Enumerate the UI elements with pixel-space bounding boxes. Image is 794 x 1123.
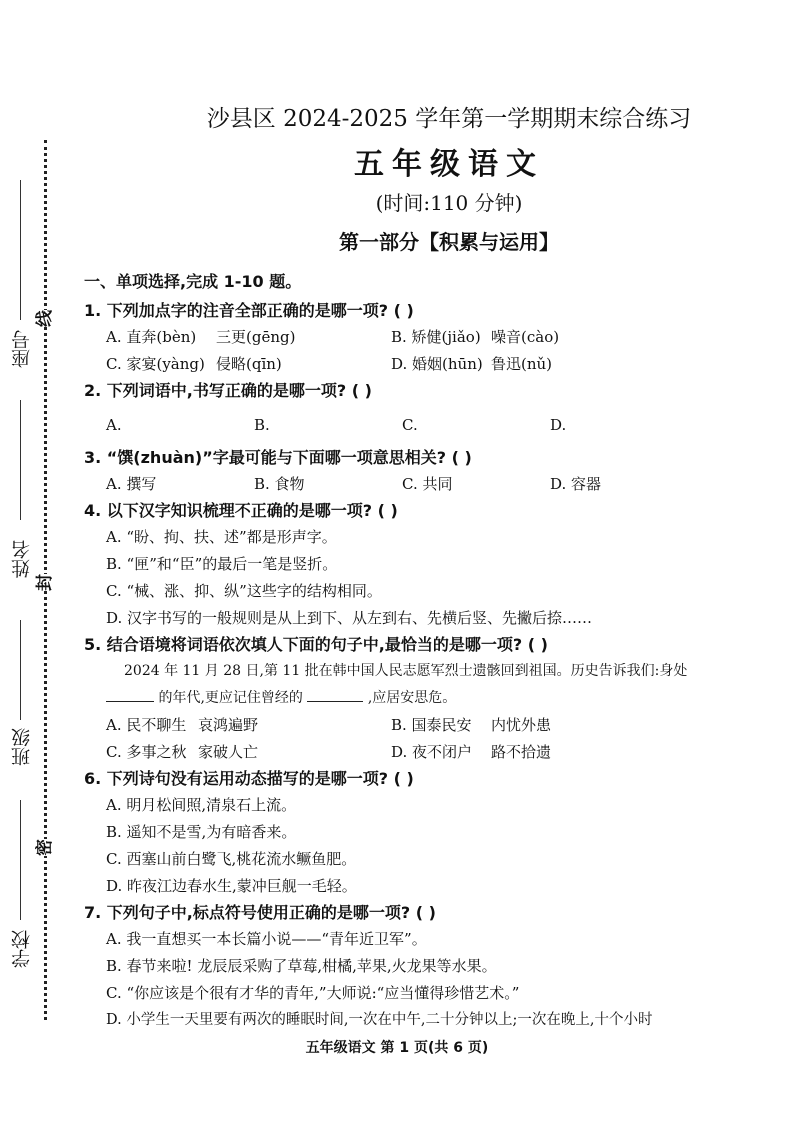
- option-row: [106, 712, 774, 739]
- question-6: [84, 766, 774, 900]
- exam-title: 沙县区 2024-2025 学年第一学期期末综合练习: [206, 106, 692, 132]
- question-stem: 1. 下列加点字的注音全部正确的是哪一项? ( ): [84, 301, 414, 320]
- option-a: A. 撰写: [106, 475, 157, 493]
- option-a-word1: A. 民不聊生: [106, 716, 187, 734]
- option-c: C.: [402, 416, 418, 434]
- seat-number-label: 座号: [11, 330, 33, 368]
- option-c: C. 西塞山前白鹭飞,桃花流水鳜鱼肥。: [106, 850, 357, 868]
- class-label: 班级: [11, 728, 33, 766]
- question-5: [84, 632, 774, 766]
- option-c-word1: C. 家宴(yàng): [106, 355, 205, 373]
- name-line: [20, 400, 21, 520]
- binding-margin: [0, 0, 75, 1123]
- passage-text: 的年代,更应记住曾经的: [158, 690, 303, 706]
- option-b-word2: 噪音(cào): [491, 328, 560, 346]
- question-stem: 6. 下列诗句没有运用动态描写的是哪一项? ( ): [84, 769, 414, 788]
- name-label: 姓名: [11, 540, 33, 578]
- section-heading: 一、单项选择,完成 1-10 题。: [84, 272, 302, 291]
- option-b: B. “匣”和“臣”的最后一笔是竖折。: [106, 555, 338, 573]
- option-a-word2: 哀鸿遍野: [198, 716, 259, 734]
- seal-mark-mi: 密: [30, 839, 55, 856]
- option-b: B. 食物: [254, 475, 305, 493]
- question-4: [84, 498, 774, 632]
- option-d-word2: 路不拾遗: [491, 743, 552, 761]
- question-stem: 7. 下列句子中,标点符号使用正确的是哪一项? ( ): [84, 903, 436, 922]
- option-row: [106, 471, 774, 498]
- option-d-word1: D. 婚姻(hūn): [391, 355, 483, 373]
- option-row: [106, 412, 774, 439]
- exam-page-content: [84, 100, 774, 1034]
- school-line: [20, 800, 21, 920]
- option-c-word2: 家破人亡: [198, 743, 259, 761]
- question-2: [84, 378, 774, 439]
- option-c: C. 共同: [402, 475, 453, 493]
- school-label: 学校: [11, 930, 33, 968]
- option-d-word2: 鲁迅(nǔ): [491, 355, 553, 373]
- seat-number-line: [20, 180, 21, 320]
- question-stem: 2. 下列词语中,书写正确的是哪一项? ( ): [84, 381, 372, 400]
- option-b-word1: B. 国泰民安: [391, 716, 472, 734]
- question-passage: 2024 年 11 月 28 日,第 11 批在韩中国人民志愿军烈士遗骸回到祖国。历史告诉我们:身处: [124, 663, 688, 679]
- option-c: C. “你应该是个很有才华的青年,”大师说:“应当懂得珍惜艺术。”: [106, 984, 520, 1002]
- question-3: [84, 445, 774, 498]
- option-a: A. 明月松间照,清泉石上流。: [106, 796, 297, 814]
- option-c: C. “械、涨、抑、纵”这些字的结构相同。: [106, 582, 382, 600]
- option-a-word1: A. 直奔(bèn): [106, 328, 197, 346]
- fill-blank-2[interactable]: [307, 687, 363, 702]
- option-b-word1: B. 矫健(jiǎo): [391, 328, 481, 346]
- option-a: A. 我一直想买一本长篇小说——“青年近卫军”。: [106, 930, 427, 948]
- option-row: [106, 739, 774, 766]
- option-d-word1: D. 夜不闭户: [391, 743, 473, 761]
- class-line: [20, 620, 21, 720]
- option-b: B. 遥知不是雪,为有暗香来。: [106, 823, 297, 841]
- option-a: A.: [106, 416, 122, 434]
- option-row: [106, 351, 774, 378]
- page-footer: 五年级语文 第 1 页(共 6 页): [305, 1040, 489, 1056]
- option-row: [106, 324, 774, 351]
- part-title: 第一部分【积累与运用】: [339, 230, 559, 254]
- option-b-word2: 内忧外患: [491, 716, 552, 734]
- option-d: D. 昨夜江边春水生,蒙冲巨舰一毛轻。: [106, 877, 357, 895]
- question-stem: 4. 以下汉字知识梳理不正确的是哪一项? ( ): [84, 501, 398, 520]
- question-stem: 3. “馔(zhuàn)”字最可能与下面哪一项意思相关? ( ): [84, 448, 472, 467]
- option-d: D. 汉字书写的一般规则是从上到下、从左到右、先横后竖、先撇后捺……: [106, 609, 593, 627]
- option-d: D.: [550, 416, 567, 434]
- question-1: [84, 298, 774, 378]
- fill-blank-1[interactable]: [106, 687, 154, 702]
- seal-mark-xian: 线: [30, 310, 55, 327]
- option-d: D. 小学生一天里要有两次的睡眠时间,一次在中午,二十分钟以上;一次在晚上,十个小时: [106, 1012, 653, 1028]
- passage-text: ,应居安思危。: [367, 690, 457, 706]
- option-d: D. 容器: [550, 475, 602, 493]
- option-b: B. 春节来啦! 龙辰辰采购了草莓,柑橘,苹果,火龙果等水果。: [106, 957, 497, 975]
- option-b: B.: [254, 416, 270, 434]
- question-passage-line2: [106, 685, 774, 712]
- option-a-word2: 三更(gēng): [216, 328, 296, 346]
- option-c-word2: 侵略(qīn): [216, 355, 282, 373]
- option-a: A. “盼、拘、扶、述”都是形声字。: [106, 528, 337, 546]
- option-c-word1: C. 多事之秋: [106, 743, 187, 761]
- question-7: [84, 900, 774, 1034]
- exam-time: (时间:110 分钟): [375, 191, 523, 215]
- subject-title: 五年级语文: [354, 147, 544, 182]
- seal-mark-feng: 封: [30, 574, 55, 591]
- question-stem: 5. 结合语境将词语依次填人下面的句子中,最恰当的是哪一项? ( ): [84, 635, 548, 654]
